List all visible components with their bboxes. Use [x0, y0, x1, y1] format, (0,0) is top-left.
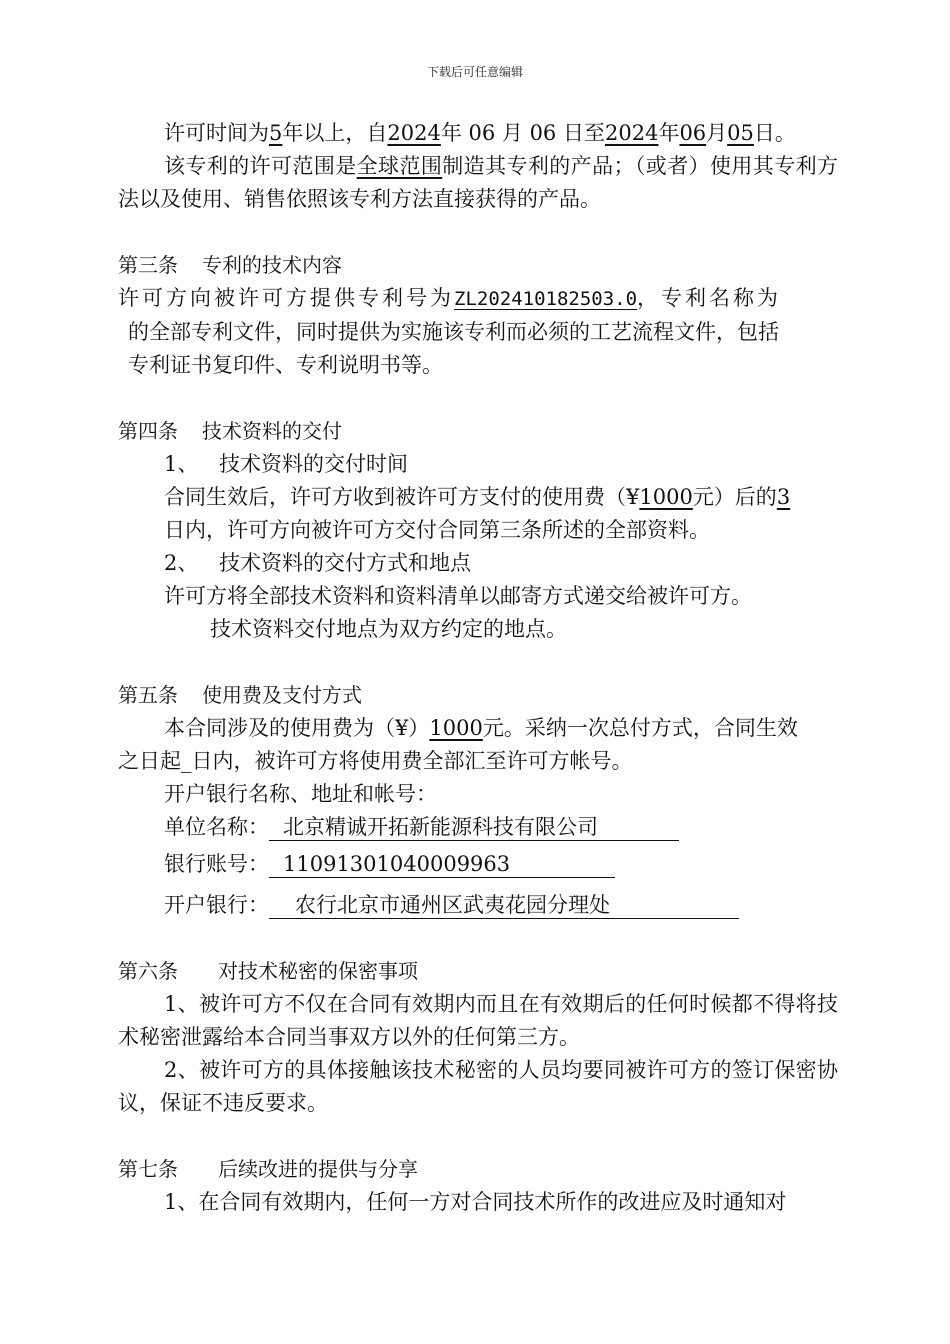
article-4-item-1-line-2: 日内，许可方向被许可方交付合同第三条所述的全部资料。 — [164, 518, 710, 542]
article-6-paragraph-2: 2、被许可方的具体接触该技术秘密的人员均要同被许可方的签订保密协议，保证不违反要求。 — [118, 1058, 838, 1115]
article-7-heading: 第七条 后续改进的提供与分享 — [118, 1157, 418, 1181]
article-4-heading: 第四条 技术资料的交付 — [118, 419, 342, 443]
document-body — [118, 117, 838, 1219]
article-6-paragraph-1: 1、被许可方不仅在合同有效期内而且在有效期后的任何时候都不得将技术秘密泄露给本合同当事双方以外的任何第三方。 — [118, 992, 838, 1049]
article-4-item-2-line-1: 许可方将全部技术资料和资料清单以邮寄方式递交给被许可方。 — [164, 584, 752, 608]
article-4-item-1: 1、 技术资料的交付时间 — [164, 452, 408, 476]
article-3-heading: 第三条 专利的技术内容 — [118, 253, 342, 277]
article-3-line-3: 专利证书复印件、专利说明书等。 — [128, 353, 443, 377]
article-3-line-2: 的全部专利文件，同时提供为实施该专利而必须的工艺流程文件，包括 — [128, 320, 779, 344]
bank-branch: 开户银行： 农行北京市通州区武夷花园分理处 — [118, 889, 838, 922]
article-5-line-2: 之日起_日内，被许可方将使用费全部汇至许可方帐号。 — [118, 749, 633, 773]
page-header: 下载后可任意编辑 — [426, 65, 523, 79]
article-4-item-1-line-1: 合同生效后，许可方收到被许可方支付的使用费（¥1000元）后的3 — [164, 485, 791, 509]
article-4-item-2-line-2: 技术资料交付地点为双方约定的地点。 — [210, 617, 567, 641]
bank-account-number: 银行账号： 11091301040009963 — [118, 848, 838, 881]
article-3-line-1: 许可方向被许可方提供专利号为ZL202410182503.0，专利名称为 — [118, 286, 782, 310]
license-scope: 该专利的许可范围是全球范围制造其专利的产品；（或者）使用其专利方法以及使用、销售依照该专利方法直接获得的产品。 — [118, 154, 839, 211]
article-7-paragraph-1: 1、在合同有效期内，任何一方对合同技术所作的改进应及时通知对 — [164, 1190, 787, 1214]
article-6-heading: 第六条 对技术秘密的保密事项 — [118, 959, 418, 983]
article-5-line-3: 开户银行名称、地址和帐号： — [164, 782, 437, 806]
license-period: 许可时间为5年以上，自2024年 06 月 06 日至2024年06月05日。 — [164, 121, 796, 145]
article-5-line-1: 本合同涉及的使用费为（¥）1000元。采纳一次总付方式，合同生效 — [164, 716, 798, 740]
bank-unit-name: 单位名称： 北京精诚开拓新能源科技有限公司 — [118, 811, 838, 844]
article-4-item-2: 2、 技术资料的交付方式和地点 — [164, 551, 471, 575]
article-5-heading: 第五条 使用费及支付方式 — [118, 683, 362, 707]
